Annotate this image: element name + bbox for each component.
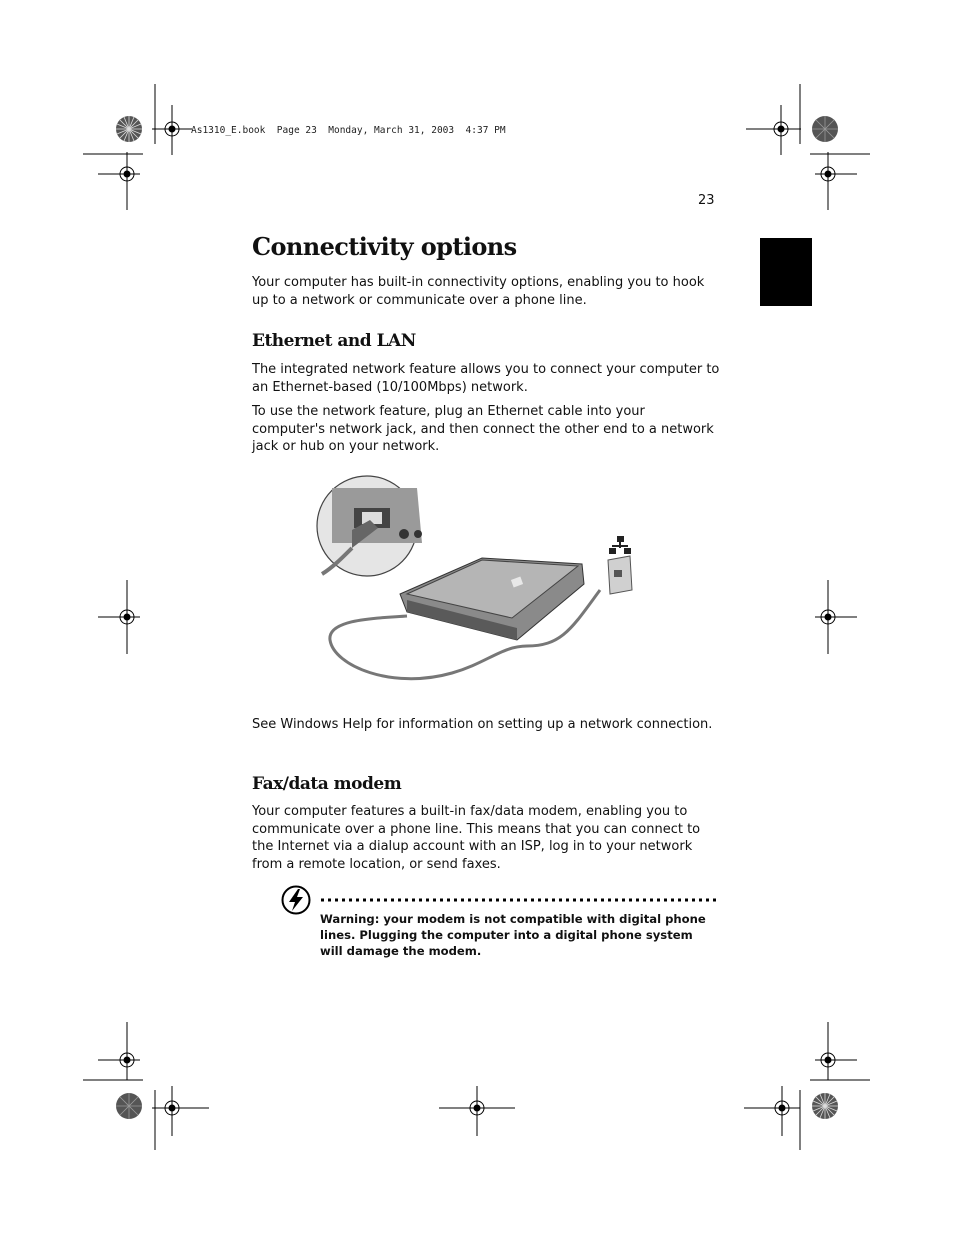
registration-mark-icon — [439, 1086, 515, 1136]
modem-paragraph: Your computer features a built-in fax/data modem, enabling you to communicate over a phone line. This means that you can connect to the Internet via a dialup account with an ISP, log in to your network from a remote location, or send faxes. — [252, 804, 701, 872]
intro-paragraph: Your computer has built-in connectivity options, enabling you to hook up to a network or communicate over a phone line. — [252, 275, 705, 308]
page-title: Connectivity options — [252, 232, 517, 261]
page-number: 23 — [698, 193, 715, 208]
color-target-icon — [115, 115, 143, 143]
registration-mark-icon — [157, 105, 187, 155]
color-target-icon — [811, 115, 839, 143]
windows-help-paragraph: See Windows Help for information on setting up a network connection. — [252, 717, 713, 732]
registration-mark-icon — [110, 1022, 144, 1082]
modem-heading: Fax/data modem — [252, 774, 402, 794]
registration-mark-icon — [811, 152, 845, 212]
registration-mark-icon — [811, 1022, 845, 1082]
ethernet-heading: Ethernet and LAN — [252, 331, 416, 351]
registration-mark-icon — [110, 580, 144, 656]
registration-mark-icon — [110, 152, 144, 212]
ethernet-paragraph-2: To use the network feature, plug an Ethernet cable into your computer's network jack, and then connect the other end to a network jack or hub on your network. — [252, 404, 714, 454]
color-target-icon — [115, 1092, 143, 1120]
warning-text: Warning: your modem is not compatible with digital phone lines. Plugging the computer into a digital phone system will damage the modem. — [320, 912, 706, 958]
ethernet-connection-illustration — [312, 468, 652, 690]
registration-mark-icon — [157, 1086, 213, 1136]
color-target-icon — [811, 1092, 839, 1120]
warning-icon — [281, 885, 311, 915]
registration-mark-icon — [744, 1086, 800, 1136]
registration-mark-icon — [811, 580, 845, 656]
registration-mark-icon — [766, 105, 796, 155]
warning-divider — [320, 898, 718, 902]
print-slug: As1310_E.book Page 23 Monday, March 31, 2003 4:37 PM — [191, 125, 506, 136]
ethernet-paragraph-1: The integrated network feature allows you to connect your computer to an Ethernet-based (10/100Mbps) network. — [252, 362, 720, 395]
chapter-tab — [760, 238, 812, 306]
